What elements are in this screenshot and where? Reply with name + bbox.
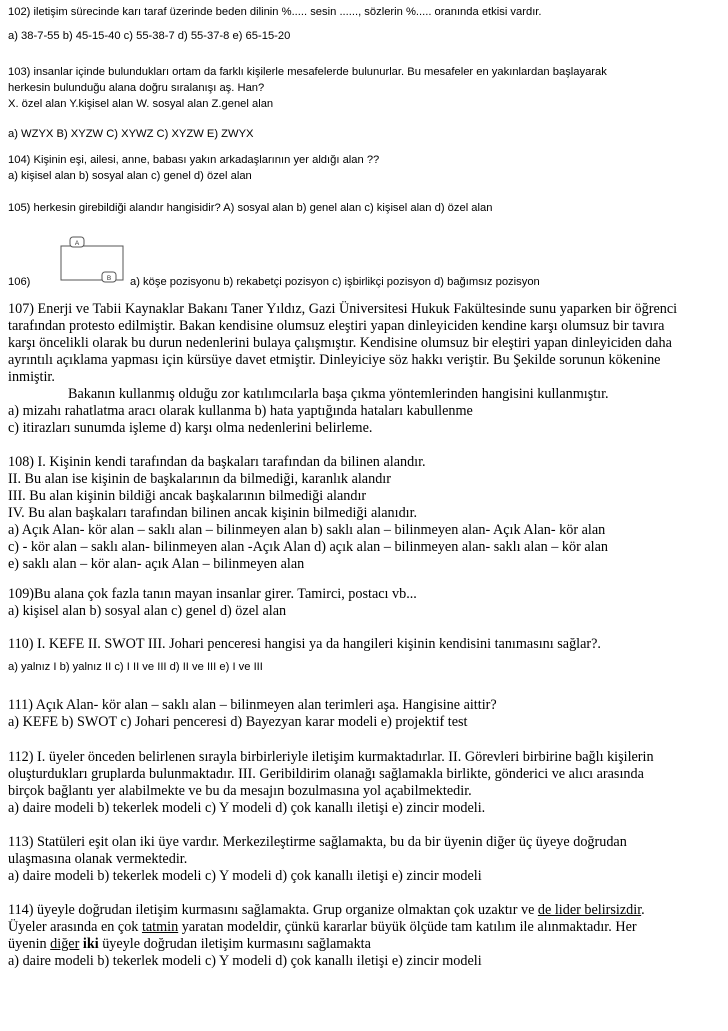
question-104 bbox=[8, 152, 724, 184]
question-114-text-line-3: üyenin diğer iki üyeyle doğrudan iletişim kurmasını sağlamakta bbox=[8, 936, 371, 952]
question-102 bbox=[8, 4, 724, 44]
question-112-text-line-3: birçok bağlantı yer alabilmekte ve bu da mesajın bozulmasına yol açabilmektedir. bbox=[8, 783, 472, 799]
question-103-options: a) WZYX B) XYZW C) XYWZ C) XYZW E) ZWYX bbox=[8, 128, 254, 140]
question-108-item-3: III. Bu alan kişinin bildiği ancak başkalarının bilmediği alandır bbox=[8, 488, 367, 504]
question-110-text: 110) I. KEFE II. SWOT III. Johari penceresi hangisi ya da hangileri kişinin kendisini tanımasını sağlar?. bbox=[8, 636, 601, 652]
question-107-prompt: Bakanın kullanmış olduğu zor katılımcılarla başa çıkma yöntemlerinden hangisini kullanmıştır. bbox=[68, 386, 609, 402]
question-113-text-line-1: 113) Statüleri eşit olan iki üye vardır. Merkezileştirme sağlamakta, bu da bir üyenin diğer üç üyeye doğrudan bbox=[8, 834, 627, 850]
question-108 bbox=[8, 454, 724, 573]
question-110 bbox=[8, 636, 724, 675]
bold-word: iki bbox=[82, 936, 99, 952]
question-112-options: a) daire modeli b) tekerlek modeli c) Y modeli d) çok kanallı iletişi e) zincir modeli. bbox=[8, 800, 486, 816]
question-111-options: a) KEFE b) SWOT c) Johari penceresi d) Bayezyan karar modeli e) projektif test bbox=[8, 714, 468, 730]
question-112-text-line-2: oluşturdukları gruplarda bulunmaktadır. III. Geribildirim olanağı sağlamakla birlikte, gönderici ve alıcı arasında bbox=[8, 766, 644, 782]
question-114 bbox=[8, 902, 724, 970]
question-102-text: 102) iletişim sürecinde karı taraf üzerinde beden dilinin %..... sesin ......, sözlerin %..... oranında etkisi vardır. bbox=[8, 6, 542, 18]
seat-a-label: A bbox=[74, 240, 80, 247]
question-114-text-line-2: Üyeler arasında en çok tatmin yaratan modeldir, çünkü kararlar büyük ölçüde tam katılım ile alınmaktadır. Her bbox=[8, 919, 637, 935]
question-107-options-2: c) itirazları sunumda işleme d) karşı olma nedenlerini belirleme. bbox=[8, 420, 373, 436]
question-108-options-1: a) Açık Alan- kör alan – saklı alan – bilinmeyen alan b) saklı alan – bilinmeyen alan- Açık Alan- kör alan bbox=[8, 522, 606, 538]
question-105-text: 105) herkesin girebildiği alandır hangisidir? A) sosyal alan b) genel alan c) kişisel alan d) özel alan bbox=[8, 202, 493, 214]
question-107-options-1: a) mizahı rahatlatma aracı olarak kullanma b) hata yaptığında hataları kabullenme bbox=[8, 403, 473, 419]
question-113 bbox=[8, 834, 724, 885]
underlined-word: diğer bbox=[50, 936, 80, 952]
question-108-options-2: c) - kör alan – saklı alan- bilinmeyen alan -Açık Alan d) açık alan – bilinmeyen alan- saklı alan – kör alan bbox=[8, 539, 608, 555]
question-113-options: a) daire modeli b) tekerlek modeli c) Y modeli d) çok kanallı iletişi e) zincir modeli bbox=[8, 868, 482, 884]
question-107-text-line-1: 107) Enerji ve Tabii Kaynaklar Bakanı Taner Yıldız, Gazi Üniversitesi Hukuk Fakültesinde sunu yaparken bir öğrenci bbox=[8, 301, 678, 317]
question-114-text-line-1: 114) üyeyle doğrudan iletişim kurmasını sağlamakta. Grup organize olmaktan çok uzaktır ve de lider belirsizdir. bbox=[8, 902, 645, 918]
seat-b-label: B bbox=[106, 275, 112, 282]
seating-diagram bbox=[58, 232, 134, 288]
question-107 bbox=[8, 301, 724, 437]
question-109 bbox=[8, 586, 724, 620]
question-104-options: a) kişisel alan b) sosyal alan c) genel d) özel alan bbox=[8, 170, 252, 182]
question-108-item-2: II. Bu alan ise kişinin de başkalarının da bilmediği, karanlık alandır bbox=[8, 471, 391, 487]
question-114-options: a) daire modeli b) tekerlek modeli c) Y modeli d) çok kanallı iletişi e) zincir modeli bbox=[8, 953, 482, 969]
question-112 bbox=[8, 749, 724, 817]
question-107-text-line-5: inmiştir. bbox=[8, 369, 55, 385]
question-113-text-line-2: ulaşmasına olanak vermektedir. bbox=[8, 851, 188, 867]
question-105 bbox=[8, 200, 724, 216]
question-102-options: a) 38-7-55 b) 45-15-40 c) 55-38-7 d) 55-37-8 e) 65-15-20 bbox=[8, 30, 291, 42]
question-103-text-line-2: herkesin bulunduğu alana doğru sıralanışı aş. Han? bbox=[8, 82, 265, 94]
question-103-items: X. özel alan Y.kişisel alan W. sosyal alan Z.genel alan bbox=[8, 98, 274, 110]
question-109-text: 109)Bu alana çok fazla tanın mayan insanlar girer. Tamirci, postacı vb... bbox=[8, 586, 417, 602]
question-104-text: 104) Kişinin eşi, ailesi, anne, babası yakın arkadaşlarının yer aldığı alan ?? bbox=[8, 154, 380, 166]
question-110-options: a) yalnız I b) yalnız II c) I II ve III d) II ve III e) I ve III bbox=[8, 661, 263, 673]
question-111-text: 111) Açık Alan- kör alan – saklı alan – bilinmeyen alan terimleri aşa. Hangisine aittir? bbox=[8, 697, 497, 713]
question-106-options: a) köşe pozisyonu b) rekabetçi pozisyon c) işbirlikçi pozisyon d) bağımsız pozisyon bbox=[130, 276, 540, 288]
question-107-text-line-2: tarafından protesto edilmiştir. Bakan kendisine olumsuz eleştiri yapan dinleyiciden kendine karşı olumsuz bir tavıra bbox=[8, 318, 665, 334]
question-111 bbox=[8, 697, 724, 731]
question-109-options: a) kişisel alan b) sosyal alan c) genel d) özel alan bbox=[8, 603, 287, 619]
question-107-text-line-4: ayrıntılı açıklama yapması için kürsüye davet etmiştir. Dinleyiciye söz hakkı veriştir. Bu Şekilde sorunun kökenine bbox=[8, 352, 661, 368]
question-108-options-3: e) saklı alan – kör alan- açık Alan – bilinmeyen alan bbox=[8, 556, 305, 572]
underlined-phrase: de lider belirsizdir bbox=[537, 902, 642, 918]
underlined-word: tatmin bbox=[141, 919, 179, 935]
question-112-text-line-1: 112) I. üyeler önceden belirlenen sırayla birbirleriyle iletişim kurmaktadırlar. II. Görevleri birbirine bağlı kişilerin bbox=[8, 749, 654, 765]
question-108-item-1: 108) I. Kişinin kendi tarafından da başkaları tarafından da bilinen alandır. bbox=[8, 454, 426, 470]
question-106-number: 106) bbox=[8, 276, 31, 288]
question-106 bbox=[8, 222, 724, 294]
question-108-item-4: IV. Bu alan başkaları tarafından bilinen ancak kişinin bilmediği alanıdır. bbox=[8, 505, 418, 521]
question-103-text-line-1: 103) insanlar içinde bulundukları ortam da farklı kişilerle mesafelerde bulunurlar. Bu mesafeler en yakınlardan başlayarak bbox=[8, 66, 607, 78]
question-107-text-line-3: karşı öncelikli olarak bu durun nedenlerini bulaya çalışmıştır. Kendisine olumsuz bir eleştiri yapan dinleyiciden daha bbox=[8, 335, 672, 351]
question-103 bbox=[8, 64, 724, 142]
